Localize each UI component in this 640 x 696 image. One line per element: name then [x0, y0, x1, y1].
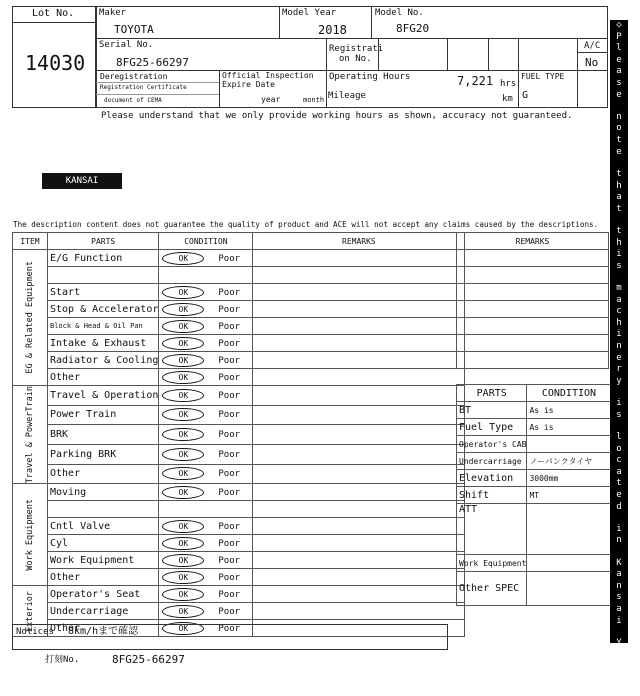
spec-condition-header: CONDITION — [527, 385, 611, 402]
header-vline-i — [219, 70, 220, 108]
condition-table — [12, 232, 465, 637]
part-name: E/G Function — [48, 250, 159, 267]
fuel-type-value: G — [522, 90, 529, 101]
poor-option: Poor — [218, 338, 241, 349]
parts-header: PARTS — [48, 233, 159, 250]
item-group-cell — [13, 484, 48, 586]
poor-option: Poor — [218, 287, 241, 298]
sidebar-char: n — [616, 111, 622, 122]
sidebar-char: i — [616, 249, 622, 260]
spec-value — [527, 572, 611, 606]
sidebar-char: c — [616, 455, 622, 466]
ok-oval-mark: OK — [162, 303, 204, 316]
part-name: Stop & Accelerator — [48, 301, 159, 318]
fuel-type-label: FUEL TYPE — [521, 72, 565, 81]
remarks-cell — [253, 284, 465, 301]
spec-row — [457, 572, 611, 606]
ok-oval-mark: OK — [162, 520, 204, 533]
table-row — [13, 425, 465, 445]
remarks-cell — [253, 405, 465, 425]
sidebar-char — [610, 547, 628, 558]
sidebar-char: r — [616, 661, 622, 672]
item-group-cell — [13, 250, 48, 386]
condition-cell — [159, 444, 253, 464]
right-remarks-row — [457, 335, 609, 352]
part-name: Travel & Operation — [48, 386, 159, 406]
sidebar-char: h — [616, 237, 622, 248]
table-row — [13, 267, 465, 284]
sidebar-char: i — [616, 615, 622, 626]
condition-cell — [159, 501, 253, 518]
condition-cell — [159, 405, 253, 425]
spec-row — [457, 453, 611, 470]
ok-oval-mark: OK — [162, 408, 204, 421]
part-name: Operator's Seat — [48, 586, 159, 603]
poor-option: Poor — [218, 555, 241, 566]
spec-part: Other SPEC — [457, 572, 527, 606]
deregistration-label: Deregistration — [100, 72, 168, 81]
spec-row — [457, 402, 611, 419]
registration-label-1: Registrati — [329, 44, 384, 54]
poor-option: Poor — [218, 304, 241, 315]
location-sidebar — [610, 20, 628, 695]
remarks-cell — [253, 552, 465, 569]
right-remarks-table — [456, 232, 609, 369]
sidebar-char — [610, 101, 628, 112]
sidebar-char: d — [616, 672, 622, 683]
poor-option: Poor — [218, 606, 241, 617]
ok-oval-mark: OK — [162, 428, 204, 441]
header-dereg-line-1 — [96, 82, 219, 83]
right-remarks-row — [457, 267, 609, 284]
header-vline-f — [488, 38, 489, 70]
table-row — [13, 386, 465, 406]
header-line-1 — [96, 38, 608, 39]
table-row — [13, 405, 465, 425]
disclaimer: The description content does not guarantee the quality of product and ACE will not accept any claims caused by the descriptions. — [13, 220, 599, 229]
table-row — [13, 464, 465, 484]
condition-cell — [159, 250, 253, 267]
condition-cell — [159, 464, 253, 484]
header-line-2 — [96, 70, 608, 71]
hours-notice: Please understand that we only provide working hours as shown, accuracy not guaranteed. — [101, 111, 573, 121]
sidebar-char: l — [616, 43, 622, 54]
remarks-cell — [253, 586, 465, 603]
item-group-label — [25, 386, 35, 483]
right-remarks-row — [457, 250, 609, 267]
sidebar-char: r — [616, 364, 622, 375]
spec-part: ATT — [457, 504, 527, 555]
poor-option: Poor — [218, 538, 241, 549]
condition-cell — [159, 301, 253, 318]
serial-no-value: 8FG25-66297 — [116, 56, 189, 69]
ok-oval-mark: OK — [162, 554, 204, 567]
condition-table-header — [13, 233, 465, 250]
remarks-cell — [253, 386, 465, 406]
table-row — [13, 369, 465, 386]
part-name: Block & Head & Oil Pan — [48, 318, 159, 335]
spec-value: MT — [527, 487, 611, 504]
hrs-label: hrs — [500, 79, 517, 89]
condition-cell — [159, 284, 253, 301]
remarks-cell — [253, 352, 465, 369]
model-no-value: 8FG20 — [396, 22, 430, 35]
spec-row — [457, 419, 611, 436]
poor-option: Poor — [218, 430, 241, 441]
table-row — [13, 535, 465, 552]
spec-value — [527, 504, 611, 555]
km-label: km — [502, 94, 513, 104]
table-row — [13, 301, 465, 318]
remarks-cell — [253, 250, 465, 267]
sidebar-char: n — [616, 535, 622, 546]
poor-option: Poor — [218, 321, 241, 332]
sidebar-char: o — [616, 443, 622, 454]
part-name: Other — [48, 569, 159, 586]
condition-cell — [159, 484, 253, 501]
sidebar-char — [610, 215, 628, 226]
condition-cell — [159, 603, 253, 620]
sidebar-char: e — [616, 146, 622, 157]
poor-option: Poor — [218, 355, 241, 366]
ok-oval-mark: OK — [162, 337, 204, 350]
month-label: month — [303, 96, 325, 104]
spec-row — [457, 487, 611, 504]
sidebar-char: h — [616, 180, 622, 191]
sidebar-char: i — [616, 523, 622, 534]
lot-no-value: 14030 — [25, 51, 86, 75]
sidebar-char: l — [616, 431, 622, 442]
sidebar-char: s — [616, 260, 622, 271]
poor-option: Poor — [218, 410, 241, 421]
stamp-label: 打刻No. — [45, 655, 80, 665]
spec-part: Elevation — [457, 470, 527, 487]
poor-option: Poor — [218, 623, 241, 634]
right-remarks-row — [457, 284, 609, 301]
sidebar-char: t — [616, 203, 622, 214]
spec-value: ノーパンクタイヤ — [527, 453, 611, 470]
operating-hours-value: 7,221 — [457, 74, 494, 88]
table-row — [13, 552, 465, 569]
condition-header: CONDITION — [159, 233, 253, 250]
inspection-label-2: Expire Date — [222, 80, 275, 89]
table-row — [13, 250, 465, 267]
item-header: ITEM — [13, 233, 48, 250]
ac-value: No — [585, 56, 599, 69]
table-row — [13, 501, 465, 518]
sidebar-char: e — [616, 54, 622, 65]
remarks-cell — [253, 501, 465, 518]
part-name — [48, 267, 159, 284]
mileage-label: Mileage — [328, 91, 366, 101]
table-row — [13, 603, 465, 620]
table-row — [13, 569, 465, 586]
right-remarks-row — [457, 352, 609, 369]
sidebar-char: a — [616, 192, 622, 203]
condition-cell — [159, 352, 253, 369]
ok-oval-mark: OK — [162, 571, 204, 584]
remarks-cell — [253, 318, 465, 335]
item-group-label-line: Train — [25, 386, 35, 412]
spec-value: As is — [527, 419, 611, 436]
part-name: Other — [48, 369, 159, 386]
poor-option: Poor — [218, 521, 241, 532]
remarks-cell — [253, 335, 465, 352]
sidebar-char: t — [616, 225, 622, 236]
remarks-header: REMARKS — [253, 233, 465, 250]
ok-oval-mark: OK — [162, 320, 204, 333]
condition-cell — [159, 318, 253, 335]
registration-label-2: on No. — [339, 54, 372, 64]
remarks-cell — [253, 369, 465, 386]
sidebar-char: ◇ — [616, 684, 622, 695]
poor-option: Poor — [218, 372, 241, 383]
model-no-label: Model No. — [375, 8, 424, 18]
part-name: Undercarriage — [48, 603, 159, 620]
header-vline-e — [447, 38, 448, 70]
sidebar-char: o — [616, 123, 622, 134]
sidebar-char: n — [616, 580, 622, 591]
sidebar-char: t — [616, 168, 622, 179]
serial-no-label: Serial No. — [99, 40, 154, 50]
spec-row — [457, 436, 611, 453]
item-group-label: EG & Related Equipment — [25, 261, 35, 374]
ok-oval-mark: OK — [162, 467, 204, 480]
condition-cell — [159, 586, 253, 603]
sidebar-char — [610, 513, 628, 524]
header-vline-j — [326, 70, 327, 108]
header-vline-g — [518, 38, 519, 70]
sidebar-char: d — [616, 501, 622, 512]
sidebar-char: s — [616, 592, 622, 603]
remarks-cell — [253, 425, 465, 445]
remarks-cell — [253, 267, 465, 284]
maker-value: TOYOTA — [114, 23, 154, 36]
right-remarks-row — [457, 301, 609, 318]
ok-oval-mark: OK — [162, 605, 204, 618]
location-badge: KANSAI — [42, 173, 122, 189]
inspection-label-1: Official Inspection — [222, 71, 314, 80]
sidebar-char: i — [616, 329, 622, 340]
ok-oval-mark: OK — [162, 389, 204, 402]
sidebar-char: s — [616, 77, 622, 88]
maker-label: Maker — [99, 8, 127, 18]
part-name: Start — [48, 284, 159, 301]
condition-cell — [159, 425, 253, 445]
part-name: Power Train — [48, 405, 159, 425]
poor-option: Poor — [218, 449, 241, 460]
item-group-label: Exterior — [25, 590, 35, 632]
sidebar-char: a — [616, 466, 622, 477]
remarks-cell — [253, 484, 465, 501]
sidebar-char: a — [616, 66, 622, 77]
part-name: Intake & Exhaust — [48, 335, 159, 352]
ok-oval-mark: OK — [162, 588, 204, 601]
sidebar-char: a — [616, 604, 622, 615]
operating-hours-label: Operating Hours — [329, 72, 411, 82]
item-group-label-line: Travel & Power — [25, 411, 35, 484]
condition-cell — [159, 386, 253, 406]
sidebar-char: K — [616, 557, 622, 568]
poor-option: Poor — [218, 487, 241, 498]
header-dereg-line-2 — [96, 94, 219, 95]
table-row — [13, 352, 465, 369]
lot-no-divider — [12, 22, 96, 23]
header-ac-line — [577, 52, 608, 53]
sidebar-char — [610, 627, 628, 638]
header-vline-a — [279, 6, 280, 38]
sidebar-char: a — [616, 569, 622, 580]
part-name: Cntl Valve — [48, 518, 159, 535]
table-row — [13, 444, 465, 464]
ac-label: A/C — [584, 41, 601, 51]
table-row — [13, 284, 465, 301]
header-vline-c — [326, 38, 327, 70]
ok-oval-mark: OK — [162, 448, 204, 461]
table-row — [13, 586, 465, 603]
table-row — [13, 318, 465, 335]
condition-cell — [159, 335, 253, 352]
condition-cell — [159, 267, 253, 284]
sidebar-char: e — [616, 352, 622, 363]
condition-cell — [159, 552, 253, 569]
notices-label: Notices — [16, 627, 54, 637]
stamp-value: 8FG25-66297 — [112, 653, 185, 666]
ok-oval-mark: OK — [162, 354, 204, 367]
sidebar-char — [610, 158, 628, 169]
sidebar-char: n — [616, 341, 622, 351]
remarks-cell — [253, 535, 465, 552]
condition-cell — [159, 535, 253, 552]
table-row — [13, 518, 465, 535]
lot-no-label: Lot No. — [32, 8, 75, 19]
right-remarks-header: REMARKS — [457, 233, 609, 250]
spec-value: As is — [527, 402, 611, 419]
sidebar-char — [610, 272, 628, 283]
registration-certificate-label: Registration Certificate — [100, 84, 187, 91]
ok-oval-mark: OK — [162, 486, 204, 499]
header-vline-b — [371, 6, 372, 38]
model-year-label: Model Year — [282, 8, 337, 18]
spec-value — [527, 436, 611, 453]
sidebar-char: a — [616, 294, 622, 305]
part-name: Other — [48, 620, 159, 637]
sidebar-char: c — [616, 306, 622, 317]
table-row — [13, 335, 465, 352]
spec-part: BT — [457, 402, 527, 419]
spec-parts-header: PARTS — [457, 385, 527, 402]
spec-value: 3000mm — [527, 470, 611, 487]
remarks-cell — [253, 603, 465, 620]
spec-part: Undercarriage — [457, 453, 527, 470]
poor-option: Poor — [218, 469, 241, 480]
poor-option: Poor — [218, 253, 241, 264]
part-name — [48, 501, 159, 518]
condition-cell — [159, 518, 253, 535]
sidebar-char: a — [616, 649, 622, 660]
part-name: Work Equipment — [48, 552, 159, 569]
sidebar-char — [610, 387, 628, 398]
header-vline-k — [518, 70, 519, 108]
spec-value — [527, 555, 611, 572]
part-name: BRK — [48, 425, 159, 445]
sidebar-char: y — [616, 375, 622, 386]
spec-part: Operator's CAB — [457, 436, 527, 453]
ok-oval-mark: OK — [162, 371, 204, 384]
cema-label: document of CEMA — [104, 97, 162, 104]
spec-part: Shift — [457, 487, 527, 504]
poor-option: Poor — [218, 589, 241, 600]
spec-table — [456, 384, 611, 606]
remarks-cell — [253, 569, 465, 586]
model-year-value: 2018 — [318, 23, 347, 37]
sidebar-char: m — [616, 283, 622, 294]
sidebar-char: Y — [616, 637, 622, 648]
sidebar-char: i — [616, 398, 622, 409]
ok-oval-mark: OK — [162, 622, 204, 635]
sidebar-char: e — [616, 489, 622, 500]
part-name: Parking BRK — [48, 444, 159, 464]
remarks-cell — [253, 444, 465, 464]
spec-row — [457, 504, 611, 555]
item-group-label: Work Equipment — [25, 498, 35, 571]
spec-row — [457, 470, 611, 487]
sidebar-char: s — [616, 409, 622, 420]
sidebar-char: t — [616, 478, 622, 489]
spec-part: Fuel Type — [457, 419, 527, 436]
ok-oval-mark: OK — [162, 286, 204, 299]
part-name: Other — [48, 464, 159, 484]
spec-part: Work Equipment — [457, 555, 527, 572]
remarks-cell — [253, 301, 465, 318]
item-group-cell — [13, 386, 48, 484]
remarks-cell — [253, 464, 465, 484]
sidebar-char: h — [616, 317, 622, 328]
ok-oval-mark: OK — [162, 537, 204, 550]
header-vline-d — [378, 38, 379, 70]
table-row — [13, 484, 465, 501]
poor-option: Poor — [218, 390, 241, 401]
sidebar-char: t — [616, 135, 622, 146]
year-label: year — [261, 95, 281, 104]
sidebar-char: e — [616, 89, 622, 100]
part-name: Moving — [48, 484, 159, 501]
remarks-cell — [253, 518, 465, 535]
condition-cell — [159, 369, 253, 386]
header-vline-h — [577, 38, 578, 108]
sidebar-char: ◇ — [616, 20, 622, 30]
sidebar-char: P — [616, 31, 622, 42]
poor-option: Poor — [218, 572, 241, 583]
notices-text: 8km/hまで確認 — [68, 626, 139, 637]
part-name: Cyl — [48, 535, 159, 552]
part-name: Radiator & Cooling — [48, 352, 159, 369]
condition-cell — [159, 569, 253, 586]
spec-row — [457, 555, 611, 572]
sidebar-char — [610, 421, 628, 432]
ok-oval-mark: OK — [162, 252, 204, 265]
right-remarks-row — [457, 318, 609, 335]
